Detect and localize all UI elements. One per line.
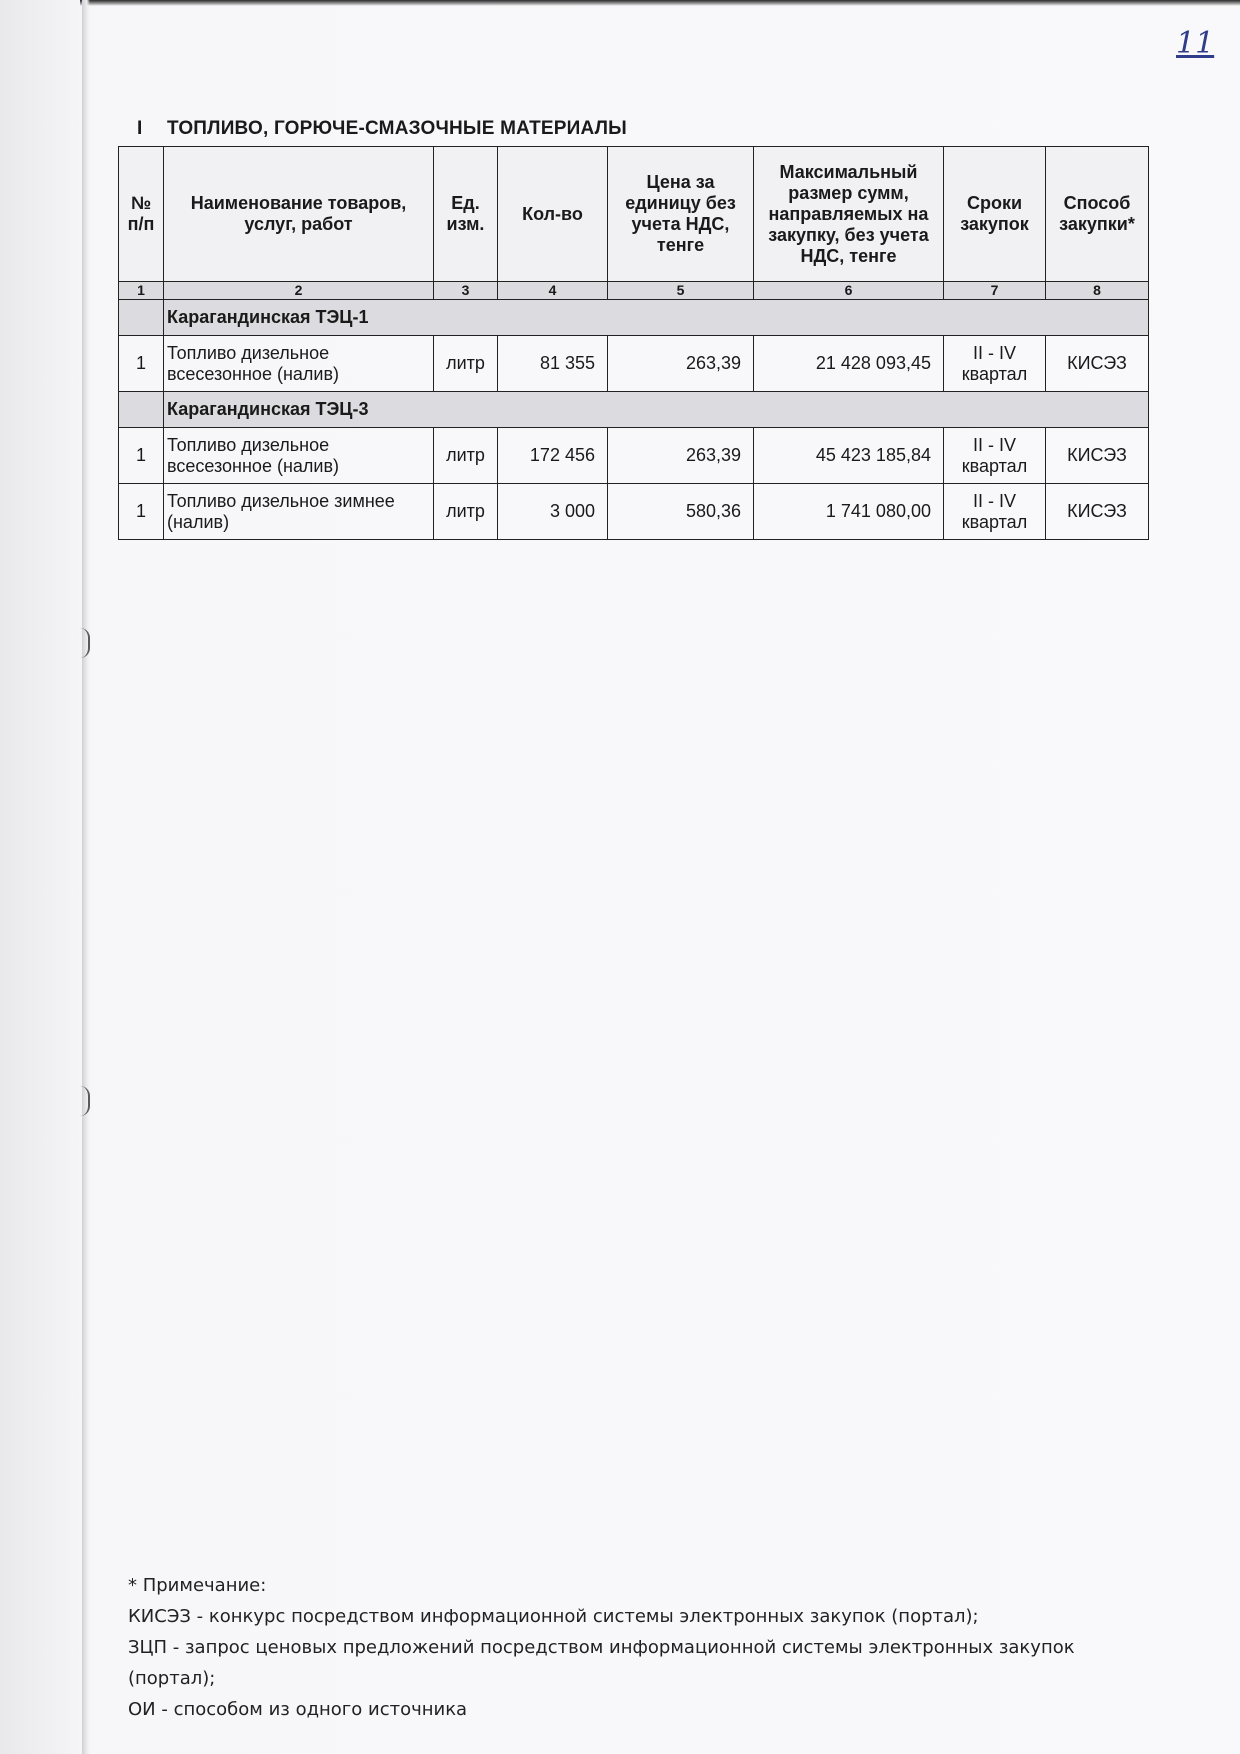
max-amount: 1 741 080,00 (754, 484, 944, 540)
table-row (119, 336, 1149, 392)
group-name: Карагандинская ТЭЦ-3 (164, 392, 1149, 428)
quantity: 3 000 (498, 484, 608, 540)
unit-price: 263,39 (608, 428, 754, 484)
unit-price: 263,39 (608, 336, 754, 392)
section-title-text: ТОПЛИВО, ГОРЮЧЕ-СМАЗОЧНЫЕ МАТЕРИАЛЫ (167, 118, 627, 139)
column-number-cell: 8 (1046, 282, 1149, 300)
procurement-period: II - IV квартал (944, 428, 1046, 484)
group-name: Карагандинская ТЭЦ-1 (164, 300, 1149, 336)
procurement-method: КИСЭЗ (1046, 336, 1149, 392)
header-cell: Кол-во (498, 147, 608, 282)
item-name: Топливо дизельное зимнее (налив) (164, 484, 434, 540)
table-row (119, 428, 1149, 484)
row-number: 1 (119, 484, 164, 540)
item-name: Топливо дизельное всесезонное (налив) (164, 428, 434, 484)
footnote (128, 1570, 1128, 1725)
column-number-cell: 3 (434, 282, 498, 300)
scan-left-edge (82, 0, 90, 1754)
procurement-table (118, 146, 1149, 540)
header-cell: Максимальный размер сумм, направляемых на закупку, без учета НДС, тенге (754, 147, 944, 282)
header-cell: Способ закупки* (1046, 147, 1149, 282)
column-number-cell: 1 (119, 282, 164, 300)
row-number: 1 (119, 336, 164, 392)
unit: литр (434, 484, 498, 540)
column-number-row (119, 282, 1149, 300)
handwritten-page-number: 11 (1176, 26, 1215, 61)
section-roman-numeral: I (137, 118, 143, 139)
footnote-heading: * Примечание: (128, 1575, 267, 1596)
header-cell: Цена за единицу без учета НДС, тенге (608, 147, 754, 282)
header-cell: Наименование товаров, услуг, работ (164, 147, 434, 282)
table-row (119, 484, 1149, 540)
quantity: 172 456 (498, 428, 608, 484)
section-title (137, 118, 627, 140)
item-name: Топливо дизельное всесезонное (налив) (164, 336, 434, 392)
footnote-line: ОИ - способом из одного источника (128, 1699, 468, 1720)
group-row (119, 392, 1149, 428)
column-number-cell: 7 (944, 282, 1046, 300)
header-cell: Ед. изм. (434, 147, 498, 282)
header-cell: Сроки закупок (944, 147, 1046, 282)
footnote-line: ЗЦП - запрос ценовых предложений посредством информационной системы электронных закупок (портал); (128, 1637, 1075, 1689)
column-number-cell: 4 (498, 282, 608, 300)
quantity: 81 355 (498, 336, 608, 392)
procurement-method: КИСЭЗ (1046, 428, 1149, 484)
header-row (119, 147, 1149, 282)
footnote-line: КИСЭЗ - конкурс посредством информационной системы электронных закупок (портал); (128, 1606, 979, 1627)
max-amount: 45 423 185,84 (754, 428, 944, 484)
group-row (119, 300, 1149, 336)
group-spacer-cell (119, 392, 164, 428)
group-spacer-cell (119, 300, 164, 336)
procurement-period: II - IV квартал (944, 484, 1046, 540)
unit: литр (434, 336, 498, 392)
column-number-cell: 5 (608, 282, 754, 300)
column-number-cell: 6 (754, 282, 944, 300)
header-cell: № п/п (119, 147, 164, 282)
row-number: 1 (119, 428, 164, 484)
unit-price: 580,36 (608, 484, 754, 540)
max-amount: 21 428 093,45 (754, 336, 944, 392)
column-number-cell: 2 (164, 282, 434, 300)
procurement-period: II - IV квартал (944, 336, 1046, 392)
procurement-method: КИСЭЗ (1046, 484, 1149, 540)
unit: литр (434, 428, 498, 484)
scan-top-edge (80, 0, 1240, 6)
